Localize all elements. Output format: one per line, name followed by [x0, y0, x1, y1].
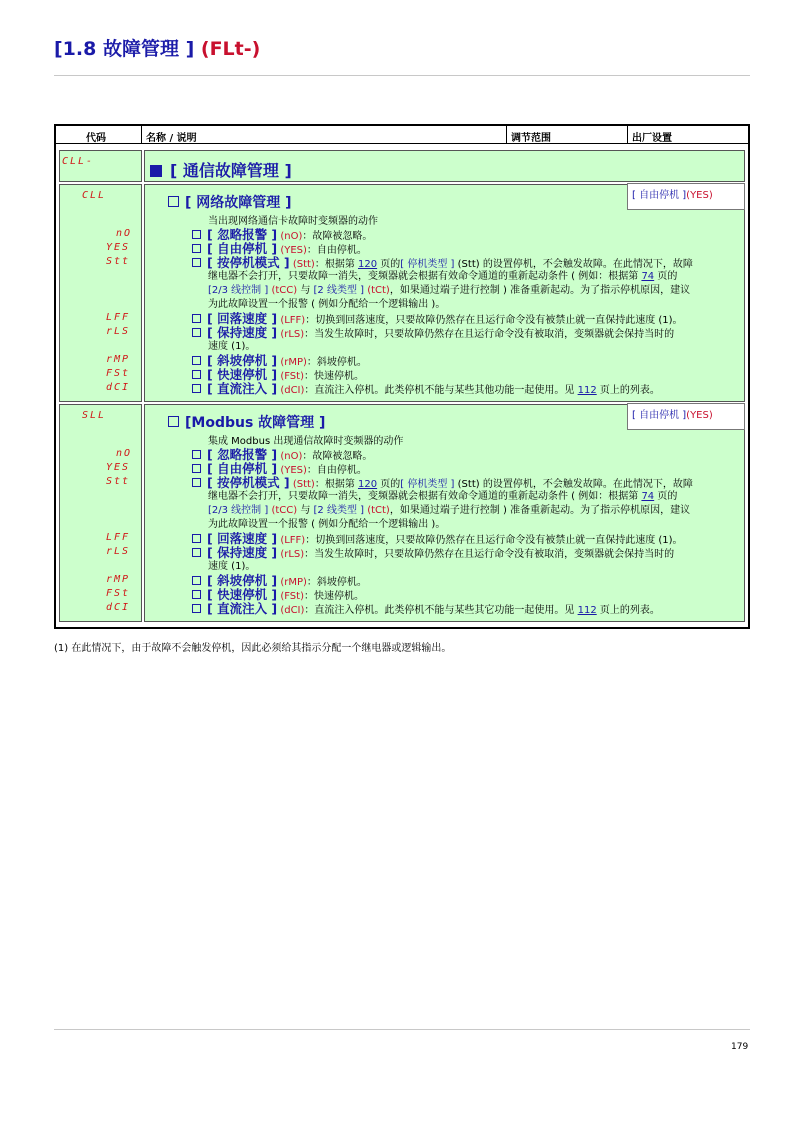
checkbox-icon [192, 244, 201, 253]
modbus-option-ignore: [ 忽略报警 ] (nO)：故障被忽略。 [192, 448, 372, 464]
checkbox-icon [192, 464, 201, 473]
network-code-rMP: rMP [106, 354, 131, 365]
checkbox-icon [192, 370, 201, 379]
filled-square-icon [150, 165, 162, 177]
footnote: (1) 在此情况下，由于故障不会触发停机，因此必须给其指示分配一个继电器或逻辑输出。 [54, 643, 452, 654]
network-code-nO: nO [116, 228, 133, 239]
modbus-factory-setting: [ 自由停机 ](YES) [627, 403, 745, 430]
network-option-stopmode: [ 按停机模式 ] (Stt)：根据第 120 页的[ 停机类型 ] (Stt) 的设置停机，不会触发故障。在此情况下，故障 [192, 256, 693, 272]
checkbox-icon [192, 478, 201, 487]
checkbox-icon [192, 314, 201, 323]
network-code-YES: YES [106, 242, 131, 253]
square-outline-icon [168, 196, 179, 207]
network-option-fast: [ 快速停机 ] (FSt)：快速停机。 [192, 368, 364, 384]
modbus-intro: 集成 Modbus 出现通信故障时变频器的动作 [208, 436, 404, 447]
network-code-dCI: dCI [106, 382, 131, 393]
modbus-code-Stt: Stt [106, 476, 131, 487]
network-code-rLS: rLS [106, 326, 131, 337]
modbus-code-rMP: rMP [106, 574, 131, 585]
checkbox-icon [192, 450, 201, 459]
col-code-header: 代码 [86, 133, 106, 144]
modbus-option-fallback: [ 回落速度 ] (LFF)：切换到回落速度，只要故障仍然存在且运行命令没有被禁止就一直保持此速度 (1)。 [192, 532, 683, 548]
network-factory-setting: [ 自由停机 ](YES) [627, 183, 745, 210]
network-option-keep: [ 保持速度 ] (rLS)：当发生故障时，只要故障仍然存在且运行命令没有被取消，变频器就会保持当时的 [192, 326, 674, 342]
modbus-code: SLL [82, 410, 107, 421]
network-keep-line2: 速度 (1)。 [208, 341, 256, 352]
network-stopmode-line2: 继电器不会打开，只要故障一消失，变频器就会根据有效命令通道的重新起动条件 ( 例如：根据第 74 页的 [208, 271, 678, 282]
checkbox-icon [192, 384, 201, 393]
bottom-divider [54, 1029, 750, 1030]
network-code-LFF: LFF [106, 312, 131, 323]
col-factory-header: 出厂设置 [632, 133, 672, 144]
modbus-code-FSt: FSt [106, 588, 131, 599]
modbus-stopmode-line3: [2/3 线控制 ] (tCC) 与 [2 线类型 ] (tCt)，如果通过端子进行控制 ) 准备重新起动。为了指示停机原因，建议 [208, 505, 691, 516]
checkbox-icon [192, 590, 201, 599]
network-code-Stt: Stt [106, 256, 131, 267]
top-divider [54, 75, 750, 76]
modbus-stopmode-line2: 继电器不会打开，只要故障一消失，变频器就会根据有效命令通道的重新起动条件 ( 例如：根据第 74 页的 [208, 491, 678, 502]
page-title: [1.8 故障管理 ] (FLt-) [54, 38, 261, 60]
modbus-option-dc: [ 直流注入 ] (dCI)：直流注入停机。此类停机不能与某些其它功能一起使用。见 112 页上的列表。 [192, 602, 660, 618]
checkbox-icon [192, 604, 201, 613]
section-title: [ 通信故障管理 ] [150, 158, 292, 181]
checkbox-icon [192, 356, 201, 365]
square-outline-icon [168, 416, 179, 427]
modbus-code-rLS: rLS [106, 546, 131, 557]
modbus-option-freewheel: [ 自由停机 ] (YES)：自由停机。 [192, 462, 367, 478]
checkbox-icon [192, 576, 201, 585]
network-option-ignore: [ 忽略报警 ] (nO)：故障被忽略。 [192, 228, 372, 244]
checkbox-icon [192, 258, 201, 267]
modbus-option-ramp: [ 斜坡停机 ] (rMP)：斜坡停机。 [192, 574, 367, 590]
network-code-FSt: FSt [106, 368, 131, 379]
modbus-option-fast: [ 快速停机 ] (FSt)：快速停机。 [192, 588, 364, 604]
page-number: 179 [731, 1042, 749, 1052]
modbus-option-keep: [ 保持速度 ] (rLS)：当发生故障时，只要故障仍然存在且运行命令没有被取消，变频器就会保持当时的 [192, 546, 674, 562]
checkbox-icon [192, 548, 201, 557]
modbus-code-nO: nO [116, 448, 133, 459]
network-stopmode-line3: [2/3 线控制 ] (tCC) 与 [2 线类型 ] (tCt)，如果通过端子进行控制 ) 准备重新起动。为了指示停机原因，建议 [208, 285, 691, 296]
modbus-title: [Modbus 故障管理 ] [168, 412, 325, 432]
modbus-stopmode-line4: 为此故障设置一个报警 ( 例如分配给一个逻辑输出 )。 [208, 519, 446, 530]
network-code: CLL [82, 190, 107, 201]
table-header [56, 126, 748, 144]
checkbox-icon [192, 230, 201, 239]
checkbox-icon [192, 534, 201, 543]
parameter-table [54, 124, 750, 629]
col-name-header: 名称 / 说明 [146, 133, 197, 144]
modbus-code-YES: YES [106, 462, 131, 473]
network-option-ramp: [ 斜坡停机 ] (rMP)：斜坡停机。 [192, 354, 367, 370]
network-stopmode-line4: 为此故障设置一个报警 ( 例如分配给一个逻辑输出 )。 [208, 299, 446, 310]
modbus-code-LFF: LFF [106, 532, 131, 543]
checkbox-icon [192, 328, 201, 337]
modbus-code-dCI: dCI [106, 602, 131, 613]
modbus-keep-line2: 速度 (1)。 [208, 561, 256, 572]
network-option-fallback: [ 回落速度 ] (LFF)：切换到回落速度，只要故障仍然存在且运行命令没有被禁止就一直保持此速度 (1)。 [192, 312, 683, 328]
network-title: [ 网络故障管理 ] [168, 192, 292, 212]
col-range-header: 调节范围 [511, 133, 551, 144]
network-option-freewheel: [ 自由停机 ] (YES)：自由停机。 [192, 242, 367, 258]
network-option-dc: [ 直流注入 ] (dCI)：直流注入停机。此类停机不能与某些其他功能一起使用。见 112 页上的列表。 [192, 382, 660, 398]
network-intro: 当出现网络通信卡故障时变频器的动作 [208, 216, 378, 227]
section-code: CLL- [62, 156, 95, 167]
modbus-option-stopmode: [ 按停机模式 ] (Stt)：根据第 120 页的[ 停机类型 ] (Stt) 的设置停机，不会触发故障。在此情况下，故障 [192, 476, 693, 492]
